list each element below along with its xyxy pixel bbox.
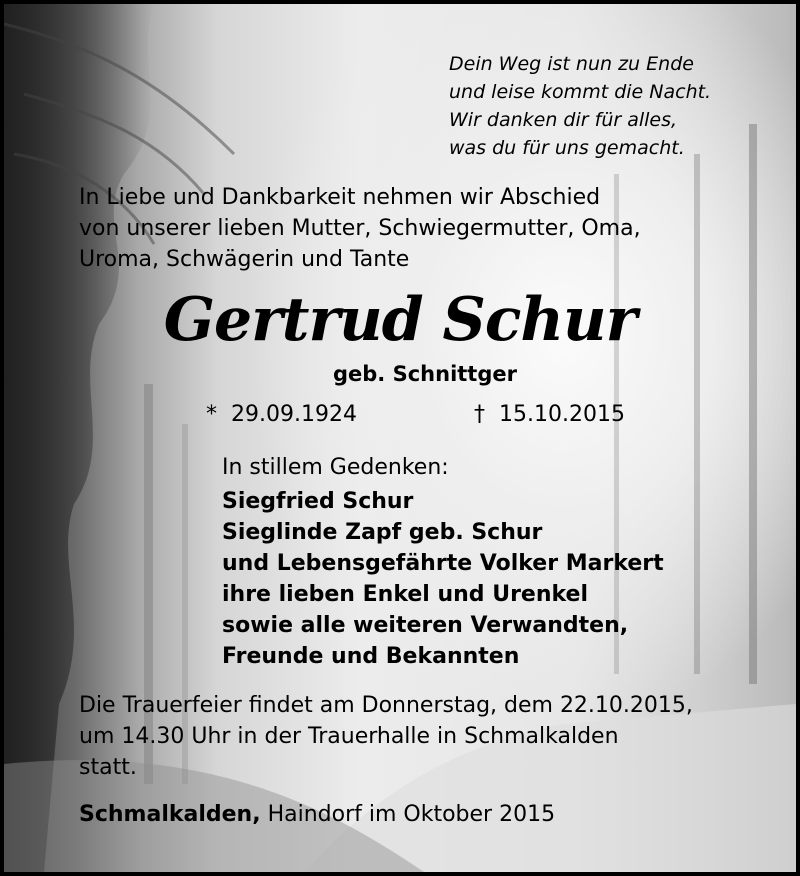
tree-trunk bbox=[749, 124, 757, 684]
intro-line: von unserer lieben Mutter, Schwiegermutter, Oma, bbox=[79, 216, 641, 241]
mourner: Siegfried Schur bbox=[222, 489, 414, 514]
birth-symbol: * bbox=[206, 402, 217, 427]
mourner: sowie alle weiteren Verwandten, bbox=[222, 613, 629, 638]
mourning-heading: In stillem Gedenken: bbox=[222, 455, 449, 480]
mourner: und Lebensgefährte Volker Markert bbox=[222, 551, 664, 576]
mourner-list bbox=[222, 486, 664, 672]
mourner: Freunde und Bekannten bbox=[222, 644, 520, 669]
intro-line: In Liebe und Dankbarkeit nehmen wir Abschied bbox=[79, 185, 601, 210]
deceased-name: Gertrud Schur bbox=[163, 285, 637, 355]
place-city: Schmalkalden, bbox=[79, 802, 261, 827]
funeral-service-info bbox=[79, 690, 693, 783]
mourner: Sieglinde Zapf geb. Schur bbox=[222, 520, 543, 545]
poem-line: und leise kommt die Nacht. bbox=[449, 81, 712, 103]
birth-date-value: 29.09.1924 bbox=[231, 402, 357, 427]
poem-line: Wir danken dir für alles, bbox=[449, 109, 678, 131]
poem bbox=[449, 50, 711, 162]
place-rest: Haindorf im Oktober 2015 bbox=[260, 802, 556, 827]
death-date-value: 15.10.2015 bbox=[499, 402, 625, 427]
poem-line: Dein Weg ist nun zu Ende bbox=[449, 53, 694, 75]
service-line: Die Trauerfeier findet am Donnerstag, dem 22.10.2015, bbox=[79, 693, 693, 718]
tree-trunk bbox=[694, 154, 700, 674]
cross-icon: † bbox=[474, 402, 485, 427]
place-and-date bbox=[79, 802, 555, 827]
mourner: ihre lieben Enkel und Urenkel bbox=[222, 582, 589, 607]
service-line: um 14.30 Uhr in der Trauerhalle in Schmalkalden bbox=[79, 724, 619, 749]
birth-date bbox=[206, 402, 357, 427]
poem-line: was du für uns gemacht. bbox=[449, 137, 685, 159]
death-date bbox=[474, 402, 625, 427]
maiden-name: geb. Schnittger bbox=[333, 362, 517, 386]
service-line: statt. bbox=[79, 755, 137, 780]
farewell-intro bbox=[79, 182, 641, 275]
intro-line: Uroma, Schwägerin und Tante bbox=[79, 247, 410, 272]
